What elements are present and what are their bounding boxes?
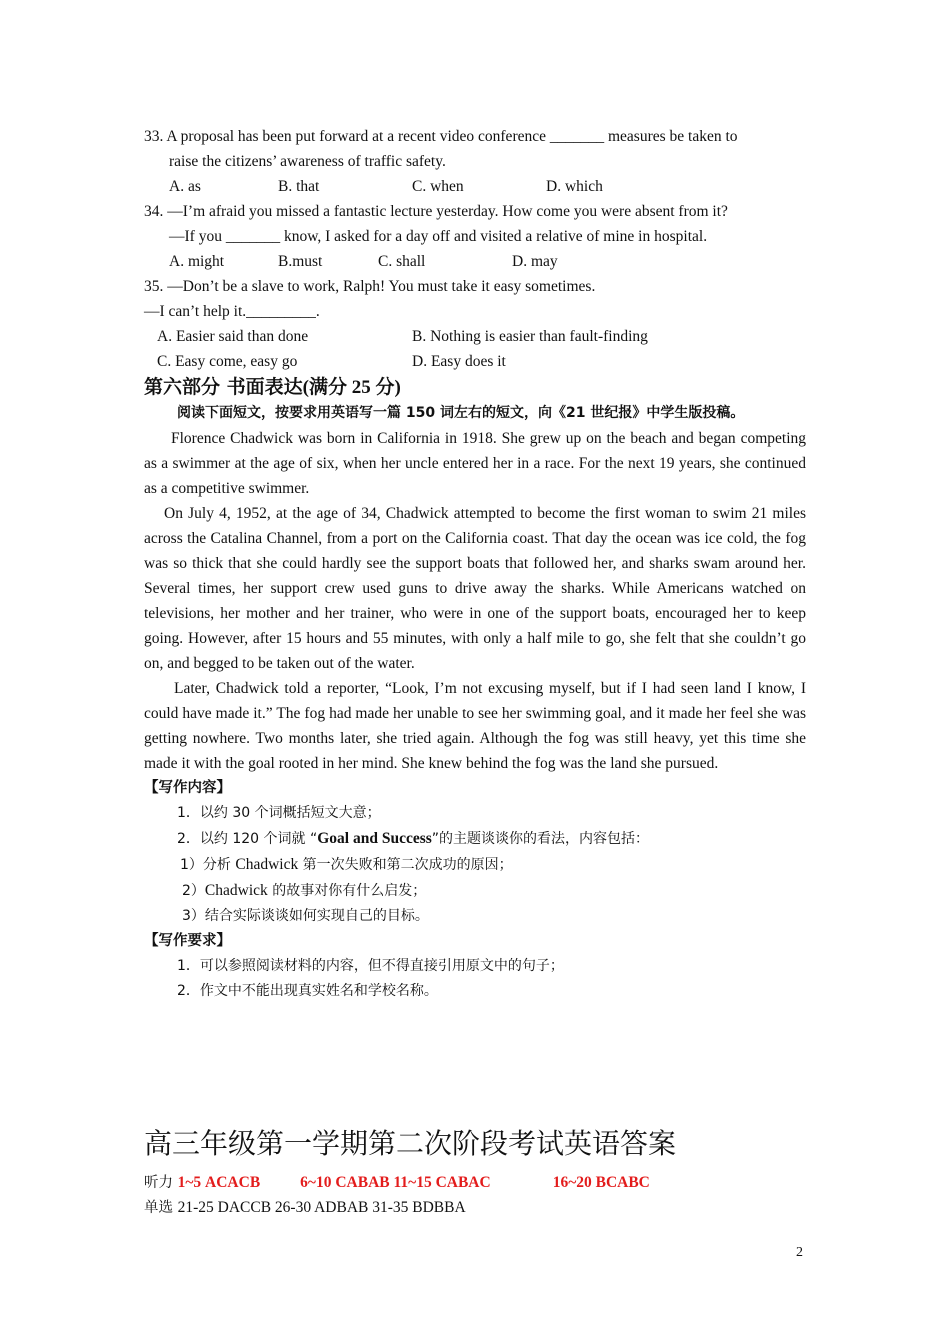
question-stem	[144, 124, 806, 149]
section-title-score: (满分 25 分)	[302, 377, 401, 398]
question-34	[144, 199, 806, 274]
listening-answers-1: 1~5 ACACB	[177, 1174, 261, 1191]
question-number: 34.	[144, 203, 164, 220]
option-d: D. may	[512, 253, 558, 270]
question-stem	[144, 274, 806, 299]
option-a: A. as	[169, 178, 201, 195]
sub-item-2-text: 的故事对你有什么启发；	[267, 883, 427, 899]
passage-paragraph-3: Later, Chadwick told a reporter, “Look, I’m not excusing myself, but if I had seen land I know, I could have made it.” The fog had made her unable to see her swimming goal, and it made her feel she was getting nowhere. Two months later, she tried again. Although the fog was still heavy, yet this time she made it with the goal rooted in her mind. She knew behind the fog was the land she pursued.	[144, 680, 806, 772]
section-title-zh: 第六部分 书面表达	[144, 376, 303, 398]
sub-item-1-num: 1）分析	[180, 857, 236, 873]
single-choice-values: 21-25 DACCB 26-30 ADBAB 31-35 BDBBA	[177, 1199, 466, 1216]
page-number: 2	[796, 1245, 803, 1260]
options-row	[144, 174, 806, 199]
passage-paragraph-1: Florence Chadwick was born in California in 1918. She grew up on the beach and began competing as a swimmer at the age of six, when her uncle entered her in a race. For the next 19 years, she continued as a competitive swimmer.	[144, 430, 806, 497]
option-b: B. that	[278, 178, 320, 195]
sub-item-1-name: Chadwick	[235, 856, 299, 873]
listening-label: 听力	[144, 1175, 178, 1191]
question-text: —I’m afraid you missed a fantastic lecture yesterday. How come you were absent from it?	[167, 203, 728, 220]
passage-paragraph-2: On July 4, 1952, at the age of 34, Chadwick attempted to become the first woman to swim 21 miles across the Catalina Channel, from a port on the California coast. That day the ocean was ice cold, the fog was so thick that she could hardly see the support boats that followed her, and sharks swam around her. Several times, her support crew used guns to drive away the sharks. While Americans watched on televisions, her mother and her trainer, who were in one of the support boats, encouraged her to keep going. However, after 15 hours and 55 minutes, with only a half mile to go, she felt that she couldn’t go on, and begged to be taken out of the water.	[144, 505, 806, 672]
sub-item-3: 3）结合实际谈谈如何实现自己的目标。	[182, 908, 429, 924]
option-c: C. Easy come, easy go	[157, 353, 298, 370]
requirement-1: 1．可以参照阅读材料的内容，但不得直接引用原文中的句子；	[177, 958, 564, 974]
option-b: B. Nothing is easier than fault-finding	[412, 328, 648, 345]
question-text: —Don’t be a slave to work, Ralph! You must take it easy sometimes.	[167, 278, 596, 295]
requirements-heading: 【写作要求】	[144, 933, 231, 949]
question-text-cont: raise the citizens’ awareness of traffic safety.	[169, 153, 446, 170]
option-a: A. might	[169, 253, 225, 270]
question-text-cont: —If you _______ know, I asked for a day off and visited a relative of mine in hospital.	[169, 228, 708, 245]
option-c: C. shall	[378, 253, 426, 270]
single-choice-label: 单选	[144, 1200, 178, 1216]
single-choice-answers	[144, 1195, 466, 1221]
sub-item-1	[144, 852, 806, 878]
topic-text: Goal and Success	[317, 830, 432, 847]
question-stem	[144, 199, 806, 224]
option-d: D. which	[546, 178, 603, 195]
question-text: A proposal has been put forward at a recent video conference _______ measures be taken to	[166, 128, 738, 145]
content-item-2	[144, 826, 806, 852]
option-c: C. when	[412, 178, 464, 195]
question-number: 35.	[144, 278, 164, 295]
sub-item-2-num: 2）	[182, 883, 205, 899]
content-item-2-post: ”的主题谈谈你的看法，内容包括：	[431, 831, 650, 847]
options-row	[144, 249, 806, 274]
sub-item-2	[144, 878, 806, 904]
section-title	[144, 374, 806, 401]
listening-answers-2: 6~10 CABAB 11~15 CABAC	[300, 1174, 491, 1191]
content-item-1: 1．以约 30 个词概括短文大意；	[177, 805, 381, 821]
options-row	[144, 349, 806, 374]
question-35	[144, 274, 806, 374]
option-a: A. Easier said than done	[157, 328, 309, 345]
question-text-cont	[144, 299, 806, 324]
sub-item-2-name: Chadwick	[204, 882, 268, 899]
reply-text: —I can’t help it._________.	[144, 303, 320, 320]
option-b: B.must	[278, 253, 323, 270]
content-item-2-pre: 2．以约 120 个词就 “	[177, 831, 318, 847]
page-content	[144, 124, 806, 1004]
requirement-2: 2．作文中不能出现真实姓名和学校名称。	[177, 983, 438, 999]
content-heading: 【写作内容】	[144, 780, 231, 796]
option-d: D. Easy does it	[412, 353, 506, 370]
question-33	[144, 124, 806, 199]
listening-answers-3: 16~20 BCABC	[552, 1174, 650, 1191]
question-number: 33.	[144, 128, 164, 145]
section-instruction: 阅读下面短文，按要求用英语写一篇 150 词左右的短文，向《21 世纪报》中学生版投稿。	[177, 405, 745, 421]
sub-item-1-text: 第一次失败和第二次成功的原因；	[298, 857, 513, 873]
options-row	[144, 324, 806, 349]
answers-title: 高三年级第一学期第二次阶段考试英语答案	[144, 1127, 677, 1160]
listening-answers	[144, 1170, 650, 1196]
